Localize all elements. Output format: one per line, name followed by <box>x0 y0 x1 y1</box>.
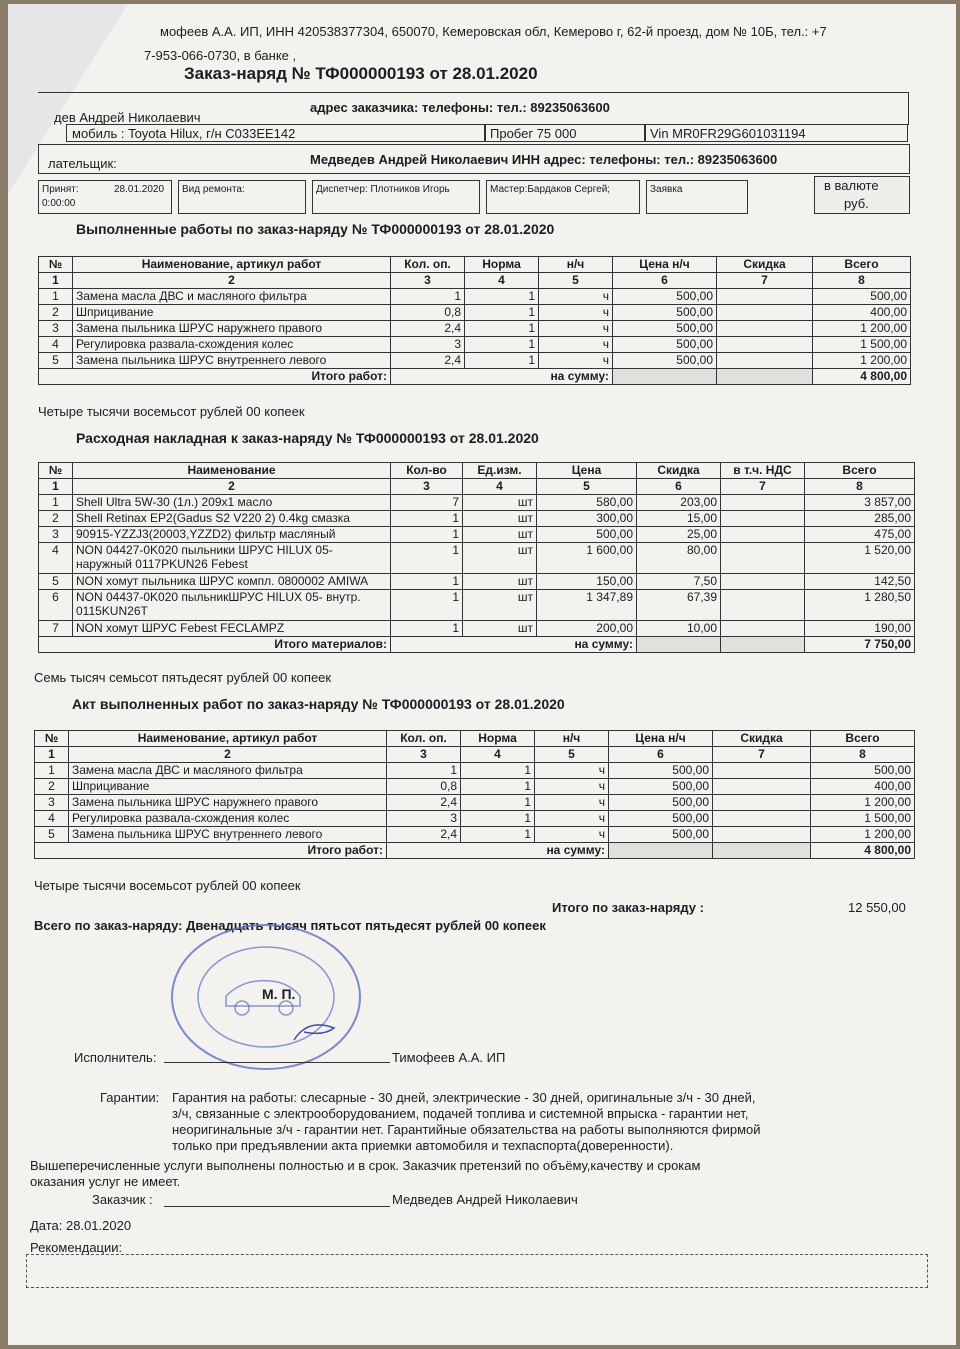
seller-line-2: 7-953-066-0730, в банке , <box>144 48 297 63</box>
table-row: 4 NON 04427-0K020 пыльники ШРУС HILUX 05- наружный 0117PKUN26 Febest 1 шт 1 600,00 80,00 1 520,00 <box>39 543 915 574</box>
vin: Vin MR0FR29G601031194 <box>650 126 806 141</box>
dispatcher: Диспетчер: Плотников Игорь <box>316 184 450 195</box>
table-row: 3 Замена пыльника ШРУС наружнего правого 2,4 1 ч 500,00 1 200,00 <box>35 795 915 811</box>
recommendations-box <box>26 1254 928 1288</box>
order-document <box>8 4 956 1345</box>
mileage: Пробег 75 000 <box>490 126 577 141</box>
car-info: мобиль : Toyota Hilux, г/н С033ЕЕ142 <box>72 126 296 141</box>
table-row: 2 Шприцивание 0,8 1 ч 500,00 400,00 <box>35 779 915 795</box>
statement-line-1: Вышеперечисленные услуги выполнены полностью и в срок. Заказчик претензий по объёму,качеству и срокам <box>30 1158 701 1173</box>
statement-line-2: оказания услуг не имеет. <box>30 1174 181 1189</box>
warranty-line-1: Гарантия на работы: слесарные - 30 дней, электрические - 30 дней, оригинальные з/ч - 30 дней, <box>172 1090 756 1105</box>
works-total-words: Четыре тысячи восемьсот рублей 00 копеек <box>38 404 305 419</box>
materials-section-title: Расходная накладная к заказ-наряду № ТФ000000193 от 28.01.2020 <box>76 430 539 446</box>
request-label: Заявка <box>650 184 683 195</box>
table-row: 5 NON хомут пыльника ШРУС компл. 0800002 AMIWA 1 шт 150,00 7,50 142,50 <box>39 574 915 590</box>
works-section-title: Выполненные работы по заказ-наряду № ТФ000000193 от 28.01.2020 <box>76 221 555 237</box>
seller-line-1: мофеев А.А. ИП, ИНН 420538377304, 650070, Кемеровская обл, Кемерово г, 62-й проезд, дом № 10Б, тел.: +7 <box>160 24 827 39</box>
customer-name: дев Андрей Николаевич <box>54 110 201 125</box>
act-table: № Наименование, артикул работ Кол. оп. Норма н/ч Цена н/ч Скидка Всего 1 2 3 4 5 6 7 8 1 Замена масла ДВС и масляного фильтра 1 1 ч 500,00 500,00 2 Шприцивание 0,8 1 ч 500,00 400,00 3 Замена пыльника ШРУС наружнего правого 2,4 1 ч 500,00 1 200,00 4 Регулировка развала-схождения колес 3 1 ч 500,00 1 500,00 5 Замена пыльника ШРУС внутреннего левого 2,4 1 ч 500,00 1 200,00 Итого работ: на сумму: 4 800,00 <box>34 730 915 859</box>
master: Мастер:Бардаков Сергей; <box>490 184 611 195</box>
table-row: 3 Замена пыльника ШРУС наружнего правого 2,4 1 ч 500,00 1 200,00 <box>39 321 911 337</box>
recommendations-label: Рекомендации: <box>30 1240 123 1255</box>
table-row: 1 Замена масла ДВС и масляного фильтра 1 1 ч 500,00 500,00 <box>39 289 911 305</box>
table-row: 4 Регулировка развала-схождения колес 3 1 ч 500,00 1 500,00 <box>35 811 915 827</box>
act-section-title: Акт выполненных работ по заказ-наряду № ТФ000000193 от 28.01.2020 <box>72 696 565 712</box>
customer-label: Заказчик : <box>92 1192 153 1207</box>
materials-table: № Наименование Кол-во Ед.изм. Цена Скидка в т.ч. НДС Всего 1 2 3 4 5 6 7 8 1 Shell Ultra 5W-30 (1л.) 209х1 масло 7 шт 580,00 203,00 3 857,00 2 Shell Retinax EP2(Gadus S2 V220 2) 0.4kg смазка 1 шт 300,00 15,00 285,00 3 90915-YZZJ3(20003,YZZD2) фильтр масляный 1 шт 500,00 25,00 475,00 4 NON 04427-0K020 пыльники ШРУС HILUX 05- наружный 0117PKUN26 Febest 1 шт 1 600,00 80,00 1 520,00 5 NON хомут пыльника ШРУС компл. 0800002 AMIWA 1 шт 150,00 7,50 142,50 6 NON 04437-0K020 пыльникШРУС HILUX 05- внутр. 0115KUN26T 1 шт 1 347,89 67,39 1 280,50 7 NON хомут ШРУС Febest FECLAMPZ 1 шт 200,00 10,00 190,00 Итого материалов: на сумму: 7 750,00 <box>38 462 915 653</box>
materials-total-words: Семь тысяч семьсот пятьдесят рублей 00 копеек <box>34 670 332 685</box>
order-total-label: Итого по заказ-наряду : <box>552 900 704 915</box>
accepted-label: Принят: <box>42 184 79 195</box>
warranty-label: Гарантии: <box>100 1090 160 1105</box>
executor-signature-line <box>164 1062 390 1063</box>
order-total-words: Всего по заказ-наряду: Двенадцать тысяч пятьсот пятьдесят рублей 00 копеек <box>34 918 546 933</box>
accepted-time: 0:00:00 <box>42 198 76 209</box>
table-row: 4 Регулировка развала-схождения колес 3 1 ч 500,00 1 500,00 <box>39 337 911 353</box>
table-row: 2 Шприцивание 0,8 1 ч 500,00 400,00 <box>39 305 911 321</box>
executor-label: Исполнитель: <box>74 1050 157 1065</box>
table-row: 7 NON хомут ШРУС Febest FECLAMPZ 1 шт 200,00 10,00 190,00 <box>39 621 915 637</box>
act-total-row: Итого работ: на сумму: 4 800,00 <box>35 843 915 859</box>
table-row: 5 Замена пыльника ШРУС внутреннего левого 2,4 1 ч 500,00 1 200,00 <box>35 827 915 843</box>
customer-signature-line <box>164 1206 390 1207</box>
order-total-value: 12 550,00 <box>848 900 906 915</box>
table-row: 1 Замена масла ДВС и масляного фильтра 1 1 ч 500,00 500,00 <box>35 763 915 779</box>
table-row: 2 Shell Retinax EP2(Gadus S2 V220 2) 0.4kg смазка 1 шт 300,00 15,00 285,00 <box>39 511 915 527</box>
works-total-row: Итого работ: на сумму: 4 800,00 <box>39 369 911 385</box>
accepted-date: 28.01.2020 <box>114 184 165 195</box>
payer-info: Медведев Андрей Николаевич ИНН адрес: телефоны: тел.: 89235063600 <box>310 152 778 167</box>
warranty-line-3: неоригинальные з/ч - гарантии нет. Гарантийные обязательства на работы выполняются фирмой <box>172 1122 761 1137</box>
materials-total-row: Итого материалов: на сумму: 7 750,00 <box>39 637 915 653</box>
table-row: 1 Shell Ultra 5W-30 (1л.) 209х1 масло 7 шт 580,00 203,00 3 857,00 <box>39 495 915 511</box>
act-total-words: Четыре тысячи восемьсот рублей 00 копеек <box>34 878 301 893</box>
repair-type-label: Вид ремонта: <box>182 184 245 195</box>
table-row: 6 NON 04437-0K020 пыльникШРУС HILUX 05- внутр. 0115KUN26T 1 шт 1 347,89 67,39 1 280,50 <box>39 590 915 621</box>
warranty-line-4: только при предъявлении акта приемки автомобиля и техпаспорта(доверенности). <box>172 1138 674 1153</box>
table-row: 5 Замена пыльника ШРУС внутреннего левого 2,4 1 ч 500,00 1 200,00 <box>39 353 911 369</box>
currency-line-1: в валюте <box>824 178 879 193</box>
currency-line-2: руб. <box>844 196 869 211</box>
executor-name: Тимофеев А.А. ИП <box>392 1050 506 1065</box>
warranty-line-2: з/ч, связанные с электрооборудованием, подачей топлива и системной впрыска - гарантии нет, <box>172 1106 749 1121</box>
customer-address-phones: адрес заказчика: телефоны: тел.: 89235063600 <box>310 100 610 115</box>
customer-sign-name: Медведев Андрей Николаевич <box>392 1192 578 1207</box>
payer-label: лательщик: <box>48 156 117 171</box>
table-row: 3 90915-YZZJ3(20003,YZZD2) фильтр масляный 1 шт 500,00 25,00 475,00 <box>39 527 915 543</box>
stamp-place: М. П. <box>262 986 296 1002</box>
document-title: Заказ-наряд № ТФ000000193 от 28.01.2020 <box>184 64 538 83</box>
works-table: № Наименование, артикул работ Кол. оп. Норма н/ч Цена н/ч Скидка Всего 1 2 3 4 5 6 7 8 1 Замена масла ДВС и масляного фильтра 1 1 ч 500,00 500,00 2 Шприцивание 0,8 1 ч 500,00 400,00 3 Замена пыльника ШРУС наружнего правого 2,4 1 ч 500,00 1 200,00 4 Регулировка развала-схождения колес 3 1 ч 500,00 1 500,00 5 Замена пыльника ШРУС внутреннего левого 2,4 1 ч 500,00 1 200,00 Итого работ: на сумму: 4 800,00 <box>38 256 911 385</box>
document-date: Дата: 28.01.2020 <box>30 1218 132 1233</box>
